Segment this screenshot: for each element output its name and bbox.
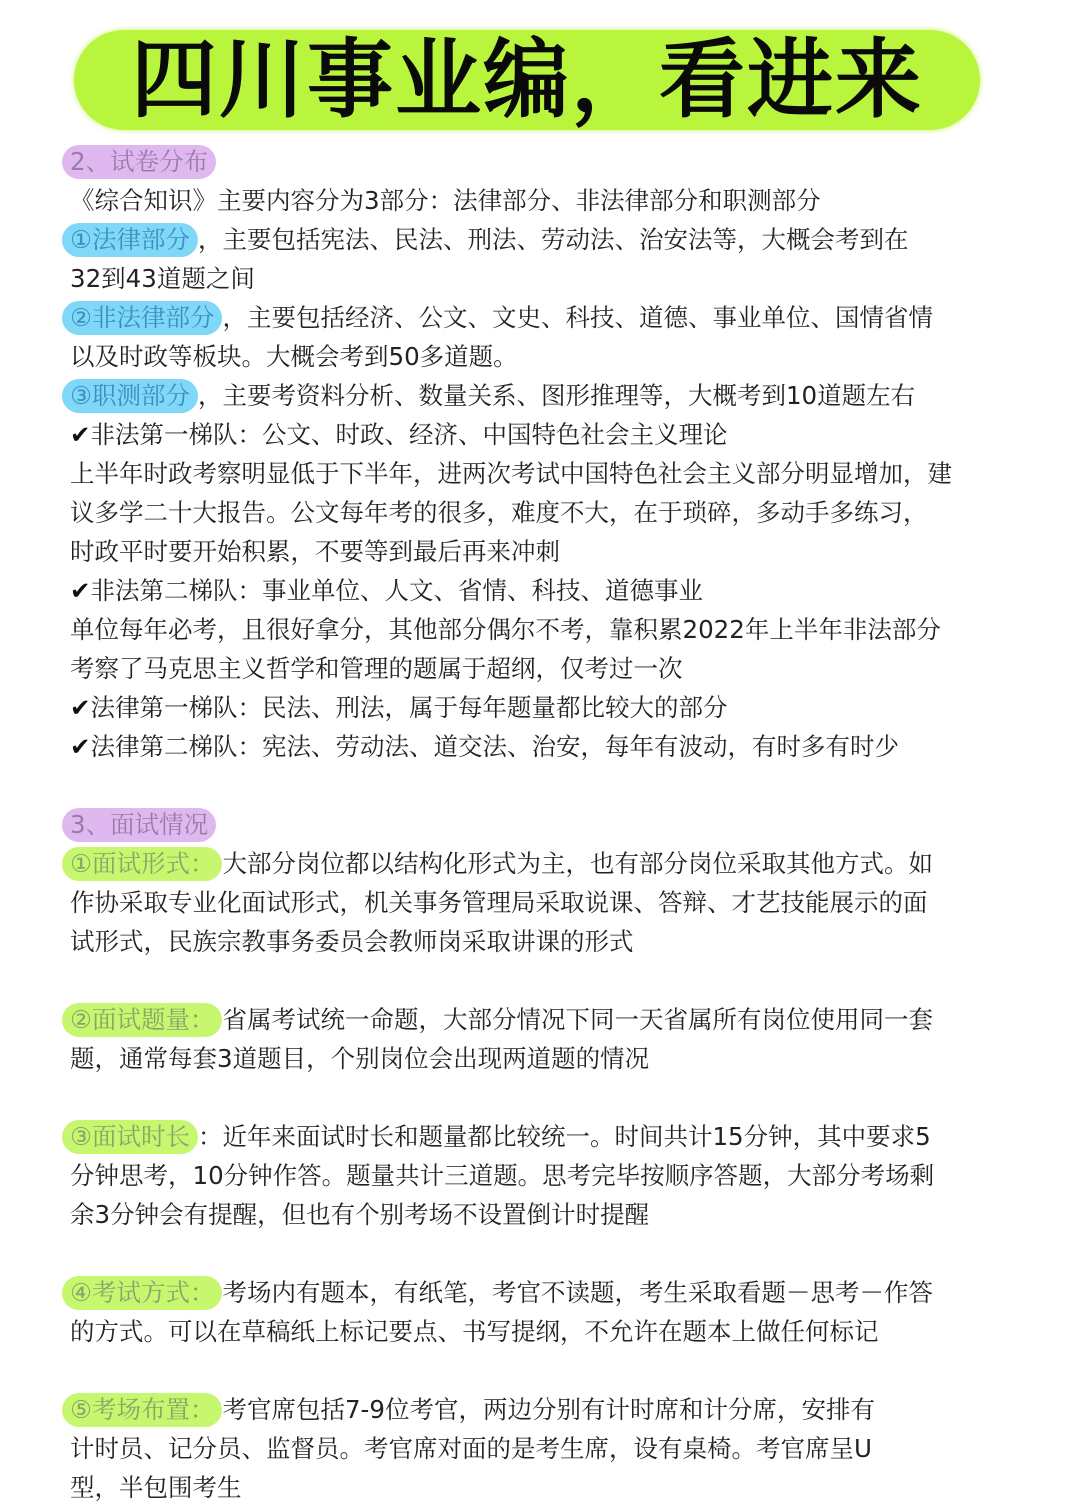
interview-form-label: ①面试形式： <box>62 847 222 881</box>
interview-count-line-1 <box>70 1000 1030 1039</box>
article-body <box>70 142 1030 1507</box>
law-part-line-2: 32到43道题之间 <box>70 264 255 293</box>
room-layout-text: 考官席包括7-9位考官，两边分别有计时席和计分席，安排有 <box>222 1395 875 1424</box>
spacer <box>70 1078 1030 1117</box>
test-part-line <box>70 376 1030 415</box>
section-2-heading: 2、试卷分布 <box>62 145 216 179</box>
law-tier1-text: 法律第一梯队：民法、刑法，属于每年题量都比较大的部分 <box>90 693 728 722</box>
checkmark-icon: ✔ <box>70 732 91 761</box>
checkmark-icon: ✔ <box>70 576 91 605</box>
nonlaw-tier2-line <box>70 571 1030 610</box>
test-part-text: ，主要考资料分析、数量关系、图形推理等，大概考到10道题左右 <box>197 381 916 410</box>
spacer <box>70 766 1030 805</box>
nonlaw-tier1-line <box>70 415 1030 454</box>
checkmark-icon: ✔ <box>70 693 91 722</box>
law-part-text: ，主要包括宪法、民法、刑法、劳动法、治安法等，大概会考到在 <box>197 225 909 254</box>
nonlaw-tier1-text: 非法第一梯队：公文、时政、经济、中国特色社会主义理论 <box>90 420 728 449</box>
section-2-heading-line <box>70 142 1030 181</box>
interview-count-text: 省属考试统一命题，大部分情况下同一天省属所有岗位使用同一套 <box>222 1005 933 1034</box>
law-tier2-text: 法律第二梯队：宪法、劳动法、道交法、治安，每年有波动，有时多有时少 <box>90 732 900 761</box>
nonlaw-part-line-1 <box>70 298 1030 337</box>
nonlaw-tier1-para-2: 议多学二十大报告。公文每年考的很多，难度不大，在于琐碎，多动手多练习， <box>70 498 928 527</box>
interview-time-line-1 <box>70 1117 1030 1156</box>
room-layout-line-2: 计时员、记分员、监督员。考官席对面的是考生席，设有桌椅。考官席呈U <box>70 1434 872 1463</box>
page-title: 四川事业编，看进来 <box>131 30 923 130</box>
law-part-label: ①法律部分 <box>62 223 198 257</box>
nonlaw-part-label: ②非法律部分 <box>62 301 222 335</box>
interview-time-line-2: 分钟思考，10分钟作答。题量共计三道题。思考完毕按顺序答题，大部分考场剩 <box>70 1161 935 1190</box>
law-tier1-line <box>70 688 1030 727</box>
exam-mode-label: ④考试方式： <box>62 1276 222 1310</box>
interview-count-line-2: 题，通常每套3道题目，个别岗位会出现两道题的情况 <box>70 1044 650 1073</box>
nonlaw-part-line-2: 以及时政等板块。大概会考到50多道题。 <box>70 342 518 371</box>
nonlaw-tier1-para-1: 上半年时政考察明显低于下半年，进两次考试中国特色社会主义部分明显增加，建 <box>70 459 952 488</box>
interview-form-text: 大部分岗位都以结构化形式为主，也有部分岗位采取其他方式。如 <box>222 849 933 878</box>
exam-mode-line-2: 的方式。可以在草稿纸上标记要点、书写提纲，不允许在题本上做任何标记 <box>70 1317 879 1346</box>
nonlaw-tier1-para-3: 时政平时要开始积累，不要等到最后再来冲刺 <box>70 537 560 566</box>
room-layout-line-1 <box>70 1390 1030 1429</box>
exam-mode-text: 考场内有题本，有纸笔，考官不读题，考生采取看题－思考－作答 <box>222 1278 933 1307</box>
law-part-line-1 <box>70 220 1030 259</box>
section-3-heading-line <box>70 805 1030 844</box>
exam-mode-line-1 <box>70 1273 1030 1312</box>
section-3-heading: 3、面试情况 <box>62 808 216 842</box>
interview-time-text: ：近年来面试时长和题量都比较统一。时间共计15分钟，其中要求5 <box>197 1122 931 1151</box>
interview-form-line-1 <box>70 844 1030 883</box>
test-part-label: ③职测部分 <box>62 379 198 413</box>
nonlaw-part-text: ，主要包括经济、公文、文史、科技、道德、事业单位、国情省情 <box>222 303 933 332</box>
interview-count-label: ②面试题量： <box>62 1003 222 1037</box>
law-tier2-line <box>70 727 1030 766</box>
spacer <box>70 961 1030 1000</box>
room-layout-label: ⑤考场布置： <box>62 1393 222 1427</box>
interview-form-line-2: 作协采取专业化面试形式，机关事务管理局采取说课、答辩、才艺技能展示的面 <box>70 888 928 917</box>
interview-time-line-3: 余3分钟会有提醒，但也有个别考场不设置倒计时提醒 <box>70 1200 650 1229</box>
nonlaw-tier2-para-1: 单位每年必考，且很好拿分，其他部分偶尔不考，靠积累2022年上半年非法部分 <box>70 615 941 644</box>
interview-form-line-3: 试形式，民族宗教事务委员会教师岗采取讲课的形式 <box>70 927 634 956</box>
checkmark-icon: ✔ <box>70 420 91 449</box>
nonlaw-tier2-text: 非法第二梯队：事业单位、人文、省情、科技、道德事业 <box>90 576 704 605</box>
spacer <box>70 1234 1030 1273</box>
title-banner <box>74 30 980 130</box>
spacer <box>70 1351 1030 1390</box>
section-2-intro: 《综合知识》主要内容分为3部分：法律部分、非法律部分和职测部分 <box>70 186 821 215</box>
room-layout-line-3: 型，半包围考生 <box>70 1473 242 1502</box>
interview-time-label: ③面试时长 <box>62 1120 198 1154</box>
nonlaw-tier2-para-2: 考察了马克思主义哲学和管理的题属于超纲，仅考过一次 <box>70 654 683 683</box>
